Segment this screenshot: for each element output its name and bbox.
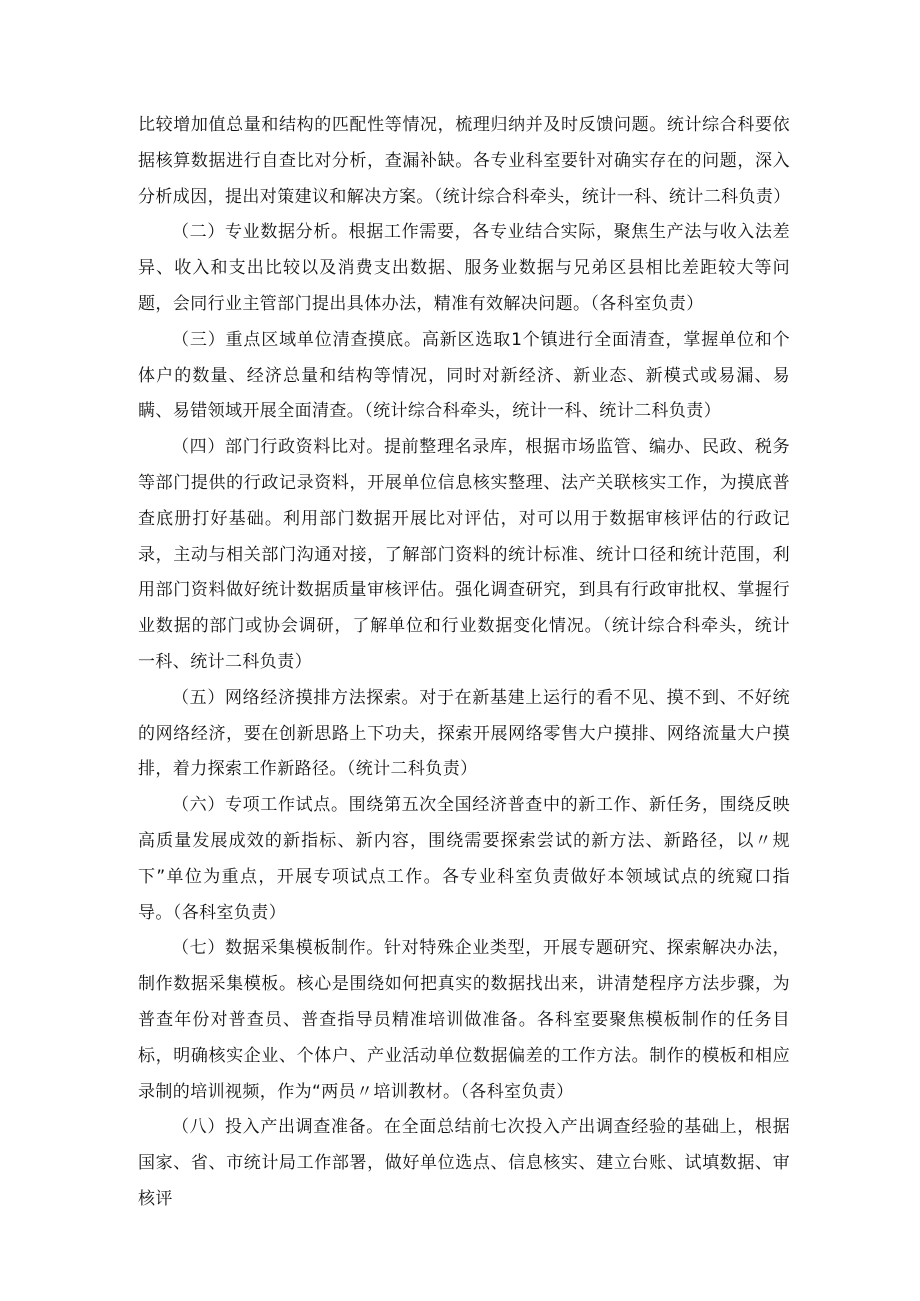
paragraph-special-pilot: （六）专项工作试点。围绕第五次全国经济普查中的新工作、新任务，围绕反映高质量发展成效的新指标、新内容，围绕需要探索尝试的新方法、新路径，以〃规下”单位为重点，开展专项试点工作。各专业科室负责做好本领域试点的统窥口指导。（各科室负责） <box>138 795 790 923</box>
paragraph-network-economy: （五）网络经济摸排方法探索。对于在新基建上运行的看不见、摸不到、不好统的网络经济，要在创新思路上下功夫，探索开展网络零售大户摸排、网络流量大户摸排，着力探索工作新路径。（统计二科负责） <box>138 687 790 780</box>
paragraph-key-area-survey: （三）重点区域单位清查摸底。高新区选取1个镇进行全面清查，掌握单位和个体户的数量、经济总量和结构等情况，同时对新经济、新业态、新模式或易漏、易瞒、易错领域开展全面清查。（统计综合科牵头，统计一科、统计二科负责） <box>138 329 790 422</box>
paragraph-admin-data-comparison: （四）部门行政资料比对。提前整理名录库，根据市场监管、编办、民政、税务等部门提供的行政记录资料，开展单位信息核实整理、法产关联核实工作，为摸底普查底册打好基础。利用部门数据开展比对评估，对可以用于数据审核评估的行政记录，主动与相关部门沟通对接，了解部门资料的统计标准、统计口径和统计范围，利用部门资料做好统计数据质量审核评估。强化调查研究，到具有行政审批权、掌握行业数据的部门或协会调研，了解单位和行业数据变化情况。（统计综合科牵头，统计一科、统计二科负责） <box>138 437 790 672</box>
paragraph-continuation: 比较增加值总量和结构的匹配性等情况，梳理归纳并及时反馈问题。统计综合科要依据核算数据进行自查比对分析，查漏补缺。各专业科室要针对确实存在的问题，深入分析成因，提出对策建议和解决方案。（统计综合科牵头，统计一科、统计二科负责） <box>138 115 791 207</box>
document-body <box>138 108 790 1218</box>
paragraph-data-template: （七）数据采集模板制作。针对特殊企业类型，开展专题研究、探索解决办法，制作数据采集模板。核心是围绕如何把真实的数据找出来，讲清楚程序方法步骤，为普查年份对普查员、普查指导员精准培训做准备。各科室要聚焦模板制作的任务目标，明确核实企业、个体户、产业活动单位数据偏差的工作方法。制作的模板和相应录制的培训视频，作为“两员〃培训教材。（各科室负责） <box>138 938 790 1102</box>
paragraph-professional-data-analysis: （二）专业数据分析。根据工作需要，各专业结合实际，聚焦生产法与收入法差异、收入和支出比较以及消费支出数据、服务业数据与兄弟区县相比差距较大等问题，会同行业主管部门提出具体办法，精准有效解决问题。（各科室负责） <box>138 222 790 314</box>
paragraph-input-output-survey: （八）投入产出调查准备。在全面总结前七次投入产出调查经验的基础上，根据国家、省、市统计局工作部署，做好单位选点、信息核实、建立台账、试填数据、审核评 <box>138 1117 790 1209</box>
